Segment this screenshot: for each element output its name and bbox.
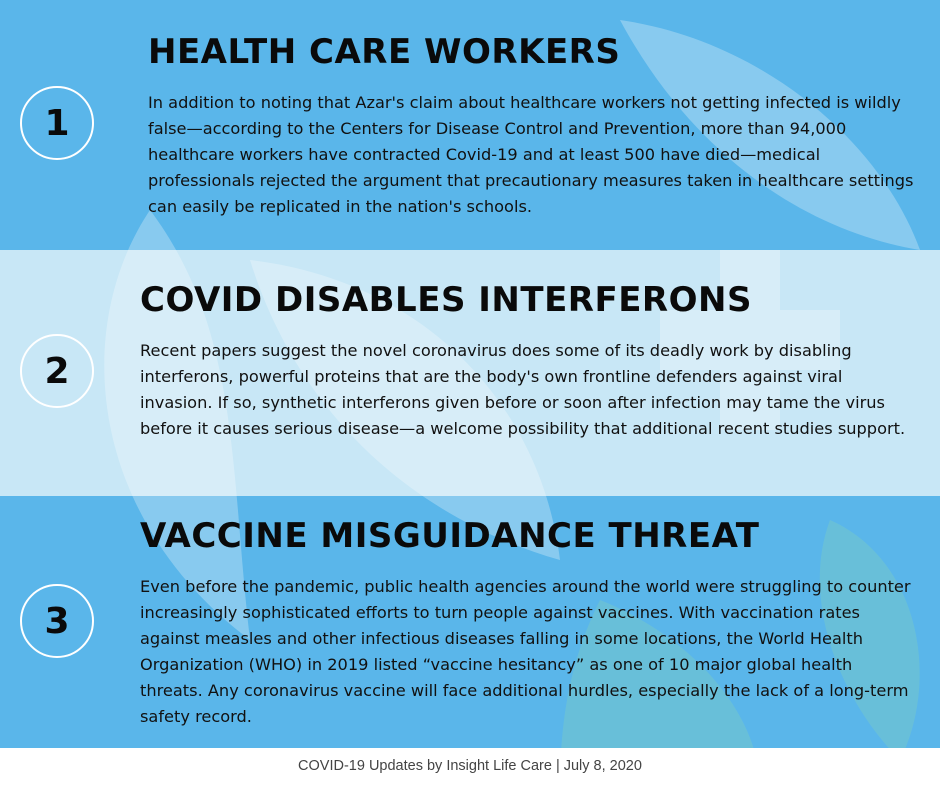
footer-credit: COVID-19 Updates by Insight Life Care | July 8, 2020 <box>298 758 642 774</box>
section-body: Recent papers suggest the novel coronavirus does some of its deadly work by disabling interferons, powerful proteins that are the body's own frontline defenders against viral invasion. If so, synthetic interferons given before or soon after infection may tame the virus before it causes serious disease—a welcome possibility that additional recent studies support. <box>140 341 906 438</box>
section-number-badge <box>20 86 94 160</box>
section-body: In addition to noting that Azar's claim about healthcare workers not getting infected is wildly false—according to the Centers for Disease Control and Prevention, more than 94,000 healthcare workers have contracted Covid-19 and at least 500 have died—medical professionals rejected the argument that precautionary measures taken in healthcare settings can easily be replicated in the nation's schools. <box>148 93 914 216</box>
section-number-badge <box>20 334 94 408</box>
section-body: Even before the pandemic, public health agencies around the world were struggling to counter increasingly sophisticated efforts to turn people against vaccines. With vaccination rates against measles and other infectious diseases falling in some locations, the World Health Organization (WHO) in 2019 listed “vaccine hesitancy” as one of 10 major global health threats. Any coronavirus vaccine will face additional hurdles, especially the lack of a long-term safety record. <box>140 577 911 726</box>
section-number-badge <box>20 584 94 658</box>
section-number: 1 <box>44 102 70 144</box>
section-number: 3 <box>44 600 70 642</box>
section-title: HEALTH CARE WORKERS <box>148 32 621 72</box>
section-title: COVID DISABLES INTERFERONS <box>140 280 752 320</box>
section-number: 2 <box>44 350 70 392</box>
footer <box>0 748 940 788</box>
section-title: VACCINE MISGUIDANCE THREAT <box>140 516 760 556</box>
